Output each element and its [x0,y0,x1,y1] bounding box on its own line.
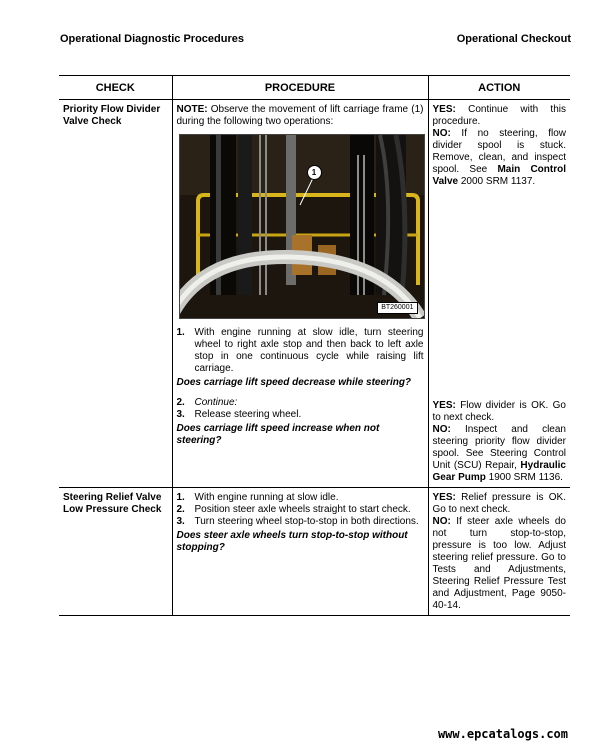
yes-text: Continue with this procedure. [432,104,566,127]
step-list [177,327,424,375]
table-row [59,488,570,616]
question: Does carriage lift speed decrease while steering? [176,377,412,388]
action-cell [428,100,570,488]
photo-illustration [180,135,424,318]
note [177,104,424,128]
step-number: 2. [176,397,185,408]
no-text: If no steering, flow divider spool is stuck. Remove, clean, and inspect spool. See [432,128,566,175]
figure-id: BT260001 [377,302,417,314]
no-text: Inspect and clean steering priority flow divider spool. See Steering Control Unit (SCU) Repair, [432,424,566,471]
table-header-row [59,76,570,100]
step-item [177,492,424,504]
check-cell [59,488,172,616]
column-header-action: ACTION [428,76,570,100]
yes-label: YES: [432,400,456,411]
step-item [177,516,424,528]
procedure-cell [172,488,428,616]
step-number: 2. [176,504,185,515]
step-number: 1. [176,327,185,338]
step-item [177,409,424,421]
action-yes [433,104,567,128]
question: Does carriage lift speed increase when not steering? [176,423,380,446]
note-text: Observe the movement of lift carriage frame (1) during the following two operations: [176,104,424,127]
no-text: If steer axle wheels do not turn stop-to-stop, pressure is too low. Adjust steering relief pressure. Go to Tests and Adjustments, Steering Relief Pressure Test and Adjustment, Page 9050-40-14. [432,516,566,611]
procedure-table [59,75,570,616]
step-item [177,397,424,409]
callout-1: 1 [307,165,322,180]
action-cell [428,488,570,616]
column-header-procedure: PROCEDURE [172,76,428,100]
question: Does steer axle wheels turn stop-to-stop without stopping? [176,530,408,553]
yes-text: Relief pressure is OK. Go to next check. [432,492,566,515]
action-no [433,516,567,612]
action-no [433,128,567,188]
no-label: NO: [432,516,451,527]
action-yes [433,400,567,424]
reference-title: Main Control Valve [432,164,566,187]
lift-carriage-photo [179,134,425,319]
step-text: Position steer axle wheels straight to start check. [194,504,411,515]
step-text: Continue: [194,397,238,408]
step-text: With engine running at slow idle, turn steering wheel to right axle stop and then back to left axle stop in one continuous cycle while raising lift carriage. [194,327,424,374]
procedure-cell [172,100,428,488]
reference-number: 1900 SRM 1136. [485,472,563,483]
step-list [177,397,424,421]
watermark-link[interactable]: www.epcatalogs.com [437,727,568,741]
step-item [177,327,424,375]
yes-text: Flow divider is OK. Go to next check. [432,400,566,423]
page-heading: Operational Checkout [456,33,571,45]
step-text: Turn steering wheel stop-to-stop in both directions. [194,516,419,527]
no-label: NO: [432,128,451,139]
reference-title: Hydraulic Gear Pump [432,460,566,483]
step-number: 1. [176,492,185,503]
step-number: 3. [176,516,185,527]
yes-label: YES: [432,492,456,503]
action-yes [433,492,567,516]
table-row [59,100,570,488]
no-label: NO: [432,424,451,435]
yes-label: YES: [432,104,456,115]
check-cell [59,100,172,488]
note-label: NOTE: [176,104,208,115]
check-name: Steering Relief Valve Low Pressure Check [63,492,162,515]
step-number: 3. [176,409,185,420]
reference-number: 2000 SRM 1137. [458,176,536,187]
step-item [177,504,424,516]
step-list [177,492,424,528]
step-text: With engine running at slow idle. [194,492,339,503]
step-text: Release steering wheel. [194,409,302,420]
action-no [433,424,567,484]
column-header-check: CHECK [59,76,172,100]
section-title: Operational Diagnostic Procedures [60,33,244,45]
check-name: Priority Flow Divider Valve Check [63,104,161,127]
